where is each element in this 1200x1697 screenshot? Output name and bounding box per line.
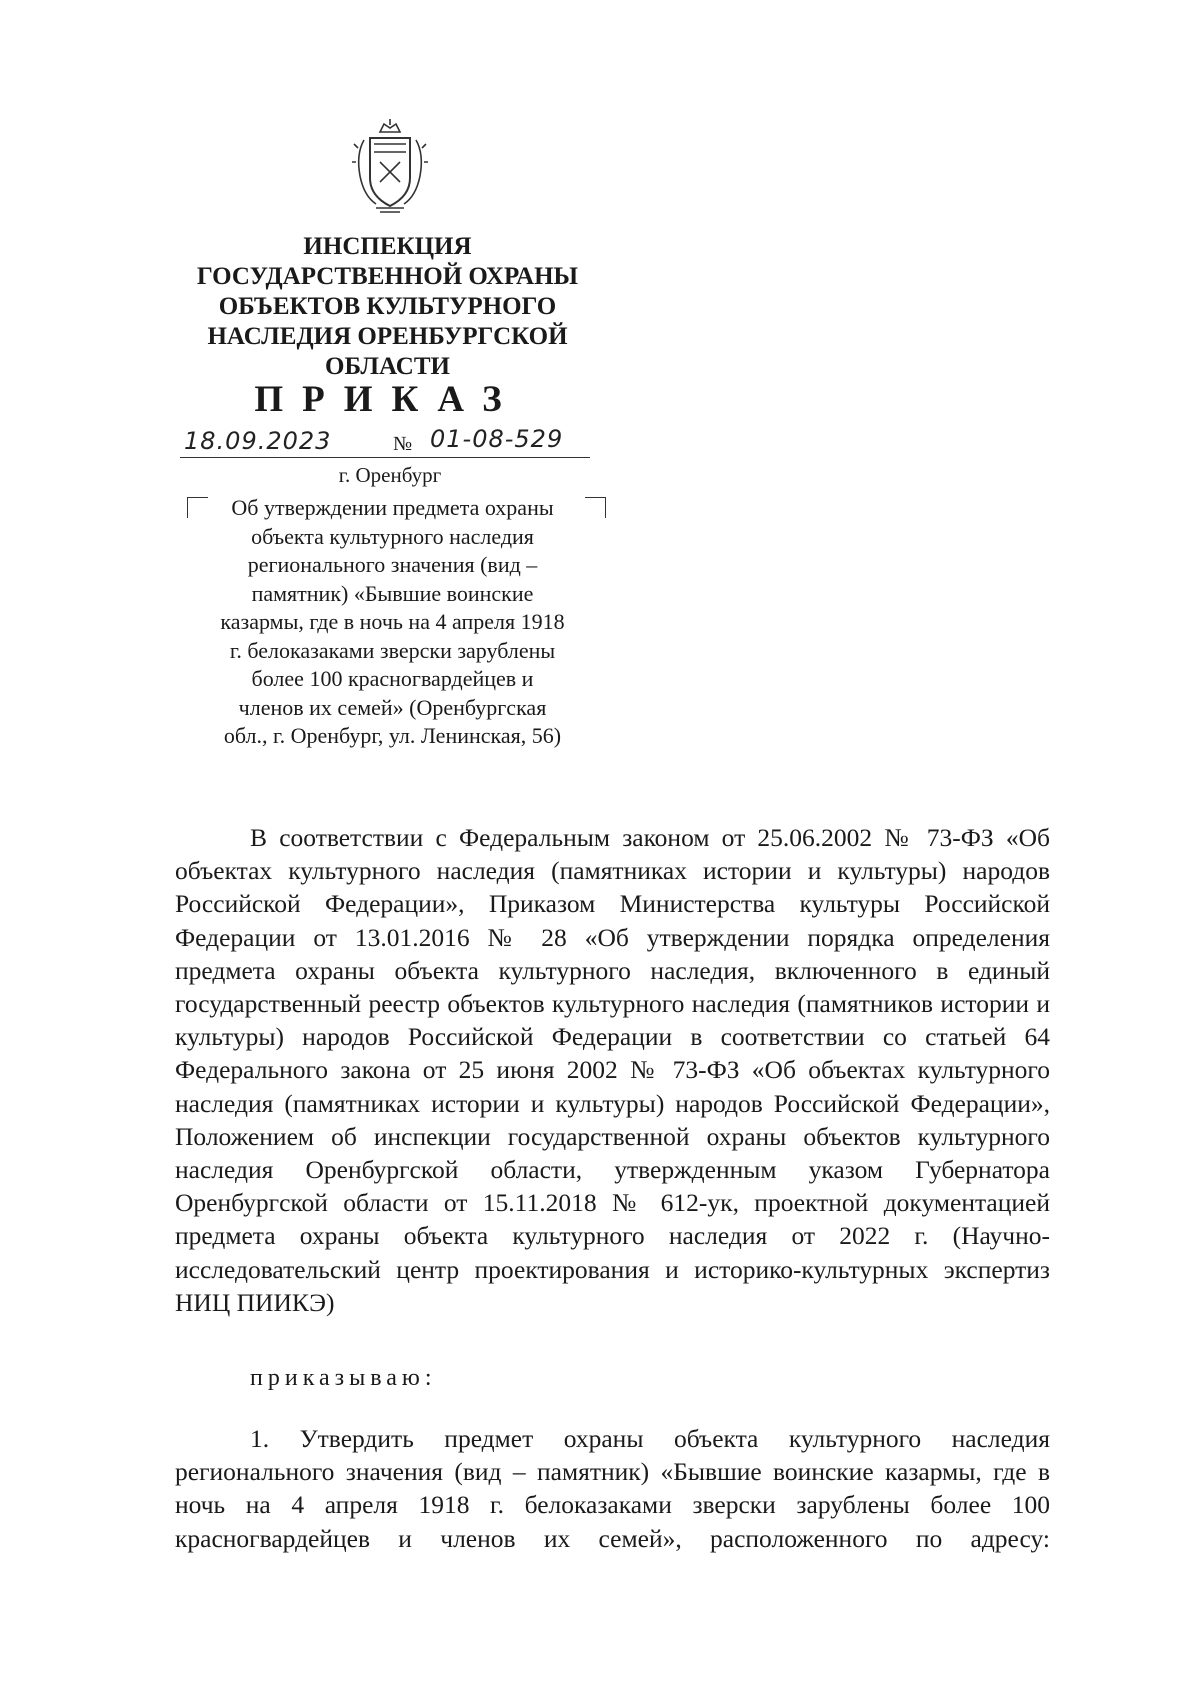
subject-line: объекта культурного наследия <box>251 523 534 549</box>
org-line: ГОСУДАРСТВЕННОЙ ОХРАНЫ <box>196 263 579 290</box>
date-underline <box>180 457 590 458</box>
order-body <box>175 821 1050 1319</box>
org-line: ОБЛАСТИ <box>325 353 450 380</box>
subject-line: г. белоказаками зверски зарублены <box>229 637 556 663</box>
subject-line: памятник) «Бывшие воинские <box>251 580 534 606</box>
subject-line: более 100 красногвардейцев и <box>251 666 534 691</box>
preamble-paragraph: В соответствии с Федеральным законом от 25.06.2002 № 73-ФЗ «Об объектах культурного наследия (памятниках истории и культуры) народов Российской Федерации», Приказом Министерства культуры Российской Федерации от 13.01.2016 № 28 «Об утверждении порядка определения предмета охраны объекта культурного наследия, включенного в единый государственный реестр объектов культурного наследия (памятников истории и культуры) народов Российской Федерации в соответствии со статьей 64 Федерального закона от 25 июня 2002 № 73-ФЗ «Об объектах культурного наследия (памятниках истории и культуры) народов Российской Федерации», Положением об инспекции государственной охраны объектов культурного наследия Оренбургской области, утвержденным указом Губернатора Оренбургской области от 15.11.2018 № 612-ук, проектной документацией предмета охраны объекта культурного наследия от 2022 г. (Научно-исследовательский центр проектирования и историко-культурных экспертиз НИЦ ПИИКЭ) <box>175 823 1050 1317</box>
handwritten-date: 18.09.2023 <box>184 427 332 455</box>
city-of-issue: г. Оренбург <box>338 463 442 487</box>
order-item-1 <box>175 1422 1050 1555</box>
document-type-title: ПРИКАЗ <box>254 379 521 420</box>
item-1-line: красногвардейцев и членов их семей», расположенного по адресу: <box>175 1523 1050 1553</box>
org-line: ИНСПЕКЦИЯ <box>303 233 472 260</box>
subject-line: казармы, где в ночь на 4 апреля 1918 <box>220 609 565 634</box>
subject-line: Об утверждении предмета охраны <box>231 495 554 520</box>
item-1-line: регионального значения (вид – памятник) «Бывшие воинские казармы, где в <box>175 1457 1050 1487</box>
issuing-organization <box>195 232 580 382</box>
subject-line: регионального значения (вид – <box>247 552 538 577</box>
org-line: НАСЛЕДИЯ ОРЕНБУРГСКОЙ <box>207 323 568 350</box>
item-1-line: ночь на 4 апреля 1918 г. белоказаками зверски зарублены более 100 <box>175 1490 1050 1520</box>
number-sign: № <box>393 433 413 455</box>
order-directive: приказываю: <box>250 1365 437 1391</box>
date-number-line <box>180 423 590 459</box>
handwritten-number: 01-08-529 <box>430 425 564 453</box>
item-1-line: 1. Утвердить предмет охраны объекта культурного наследия <box>250 1424 1050 1453</box>
subject-line: обл., г. Оренбург, ул. Ленинская, 56) <box>223 723 562 748</box>
coat-of-arms-emblem <box>350 118 430 216</box>
subject-line: членов их семей» (Оренбургская <box>238 694 547 720</box>
subject-corner-right <box>585 497 606 518</box>
org-line: ОБЪЕКТОВ КУЛЬТУРНОГО <box>218 293 557 320</box>
order-subject <box>200 494 585 751</box>
